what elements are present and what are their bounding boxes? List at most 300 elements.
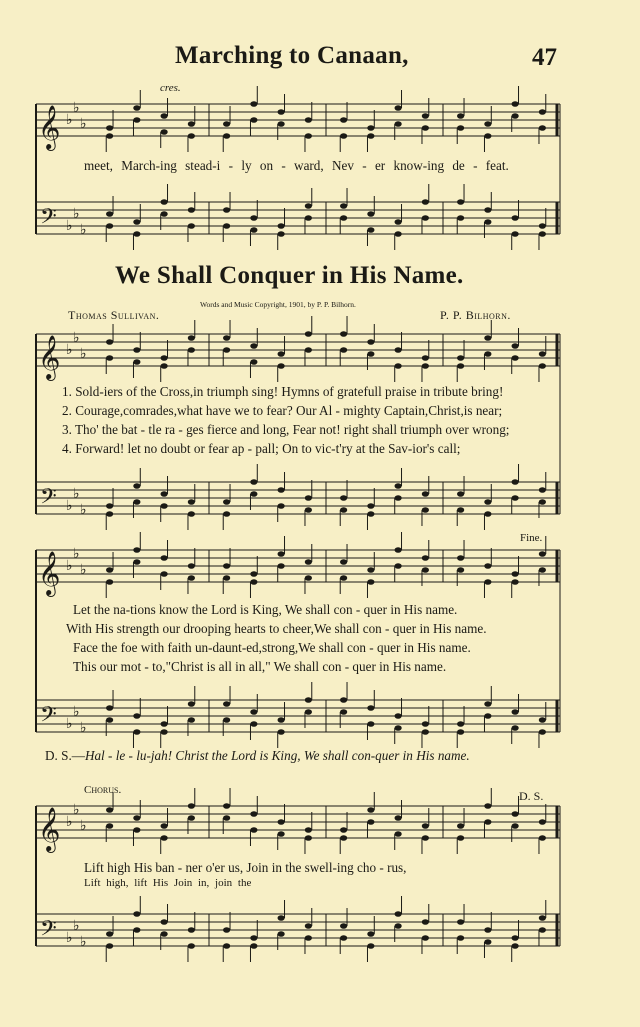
note-head <box>278 819 285 825</box>
note-head <box>367 807 374 813</box>
dynamic-marking: cres. <box>160 82 181 94</box>
note-head <box>278 717 285 723</box>
page-number: 47 <box>532 44 557 71</box>
ds-line-label: D. S.— <box>45 748 85 763</box>
note-head <box>250 479 257 485</box>
note-head <box>539 551 546 557</box>
note-head <box>305 709 312 715</box>
chorus-label: Chorus. <box>84 784 122 796</box>
note-head <box>395 105 402 111</box>
note-head <box>484 335 491 341</box>
note-head <box>422 355 429 361</box>
note-head <box>539 487 546 493</box>
note-head <box>395 483 402 489</box>
refrain-line-2: With His strength our drooping hearts to cheer,We shall con - quer in His name. <box>66 621 487 636</box>
note-head <box>395 347 402 353</box>
treble-clef: 𝄞 <box>38 105 61 149</box>
note-head <box>188 815 195 821</box>
note-head <box>223 717 230 723</box>
ds-line <box>45 748 470 764</box>
note-head <box>539 351 546 357</box>
note-head <box>305 935 312 941</box>
note-head <box>422 729 429 735</box>
note-head <box>188 511 195 517</box>
note-head <box>422 491 429 497</box>
note-head <box>457 919 464 925</box>
note-head <box>133 911 140 917</box>
note-head <box>250 721 257 727</box>
note-head <box>539 729 546 735</box>
verse-line-3: 3. Tho' the bat - tle ra - ges fierce and long, Fear not! right shall triumph over wrong; <box>62 422 510 437</box>
note-head <box>340 835 347 841</box>
note-head <box>484 939 491 945</box>
note-head <box>188 563 195 569</box>
note-head <box>188 701 195 707</box>
flat-sign: ♭ <box>73 206 80 222</box>
note-head <box>133 347 140 353</box>
note-head <box>457 567 464 573</box>
note-head <box>457 113 464 119</box>
note-head <box>539 223 546 229</box>
note-head <box>106 807 113 813</box>
note-head <box>106 133 113 139</box>
note-head <box>305 133 312 139</box>
note-head <box>367 133 374 139</box>
note-head <box>305 923 312 929</box>
flat-sign: ♭ <box>80 934 87 950</box>
note-head <box>512 215 519 221</box>
note-head <box>278 109 285 115</box>
note-head <box>161 721 168 727</box>
note-head <box>305 697 312 703</box>
flat-sign: ♭ <box>66 342 73 358</box>
note-head <box>250 935 257 941</box>
note-head <box>223 133 230 139</box>
note-head <box>133 359 140 365</box>
note-head <box>305 827 312 833</box>
note-head <box>161 113 168 119</box>
note-head <box>223 575 230 581</box>
note-head <box>340 575 347 581</box>
note-head <box>278 121 285 127</box>
note-head <box>512 479 519 485</box>
note-head <box>188 575 195 581</box>
note-head <box>512 943 519 949</box>
note-head <box>223 347 230 353</box>
note-head <box>340 697 347 703</box>
treble-clef: 𝄞 <box>38 807 61 851</box>
note-head <box>340 215 347 221</box>
note-head <box>223 563 230 569</box>
flat-sign: ♭ <box>73 100 80 116</box>
refrain-line-1: Let the na-tions know the Lord is King, We shall con - quer in His name. <box>73 602 458 617</box>
note-head <box>395 363 402 369</box>
note-head <box>457 935 464 941</box>
note-head <box>250 101 257 107</box>
note-head <box>250 491 257 497</box>
note-head <box>188 927 195 933</box>
flat-sign: ♭ <box>73 486 80 502</box>
note-head <box>106 511 113 517</box>
flat-sign: ♭ <box>73 918 80 934</box>
note-head <box>305 507 312 513</box>
note-head <box>539 363 546 369</box>
bass-clef: 𝄢 <box>40 204 57 235</box>
note-head <box>106 705 113 711</box>
note-head <box>512 709 519 715</box>
note-head <box>422 721 429 727</box>
copyright-notice: Words and Music Copyright, 1901, by P. P. Bilhorn. <box>200 300 356 309</box>
note-head <box>188 335 195 341</box>
note-head <box>106 211 113 217</box>
note-head <box>512 231 519 237</box>
note-head <box>422 919 429 925</box>
flat-sign: ♭ <box>73 704 80 720</box>
flat-sign: ♭ <box>66 814 73 830</box>
flat-sign: ♭ <box>80 346 87 362</box>
hymn-author: Thomas Sullivan. <box>68 308 160 322</box>
note-head <box>133 499 140 505</box>
note-head <box>484 121 491 127</box>
flat-sign: ♭ <box>80 818 87 834</box>
note-head <box>539 927 546 933</box>
note-head <box>457 215 464 221</box>
note-head <box>340 133 347 139</box>
note-head <box>133 559 140 565</box>
note-head <box>512 571 519 577</box>
note-head <box>278 223 285 229</box>
note-head <box>133 729 140 735</box>
note-head <box>161 491 168 497</box>
note-head <box>250 215 257 221</box>
note-head <box>367 931 374 937</box>
note-head <box>539 499 546 505</box>
note-head <box>457 491 464 497</box>
bass-clef: 𝄢 <box>40 916 57 947</box>
flat-sign: ♭ <box>80 562 87 578</box>
note-head <box>305 347 312 353</box>
note-head <box>188 803 195 809</box>
note-head <box>422 555 429 561</box>
note-head <box>539 125 546 131</box>
note-head <box>188 499 195 505</box>
note-head <box>367 351 374 357</box>
note-head <box>223 121 230 127</box>
note-head <box>367 721 374 727</box>
note-head <box>250 827 257 833</box>
bass-clef: 𝄢 <box>40 702 57 733</box>
note-head <box>133 105 140 111</box>
flat-sign: ♭ <box>73 802 80 818</box>
note-head <box>422 363 429 369</box>
flat-sign: ♭ <box>73 546 80 562</box>
note-head <box>161 363 168 369</box>
note-head <box>305 203 312 209</box>
note-head <box>367 503 374 509</box>
note-head <box>512 823 519 829</box>
note-head <box>395 831 402 837</box>
note-head <box>305 117 312 123</box>
note-head <box>305 559 312 565</box>
note-head <box>512 579 519 585</box>
note-head <box>133 483 140 489</box>
note-head <box>133 927 140 933</box>
note-head <box>250 709 257 715</box>
note-head <box>223 499 230 505</box>
note-head <box>512 113 519 119</box>
note-head <box>250 579 257 585</box>
note-head <box>457 355 464 361</box>
previous-hymn-title: Marching to Canaan, <box>175 42 409 69</box>
chorus-echo-lyric: Lift high, lift His Join in, join the <box>84 877 252 889</box>
note-head <box>278 915 285 921</box>
note-head <box>223 943 230 949</box>
note-head <box>106 943 113 949</box>
note-head <box>250 811 257 817</box>
note-head <box>340 559 347 565</box>
note-head <box>484 563 491 569</box>
note-head <box>106 339 113 345</box>
note-head <box>250 117 257 123</box>
note-head <box>223 815 230 821</box>
note-head <box>484 713 491 719</box>
note-head <box>161 919 168 925</box>
note-head <box>161 931 168 937</box>
note-head <box>457 721 464 727</box>
note-head <box>278 831 285 837</box>
note-head <box>340 117 347 123</box>
note-head <box>539 109 546 115</box>
flat-sign: ♭ <box>66 112 73 128</box>
note-head <box>395 231 402 237</box>
treble-clef: 𝄞 <box>38 335 61 379</box>
note-head <box>422 567 429 573</box>
note-head <box>539 835 546 841</box>
note-head <box>106 823 113 829</box>
note-head <box>133 713 140 719</box>
note-head <box>512 725 519 731</box>
ds-line-text: Hal - le - lu-jah! Christ the Lord is King, We shall con-quer in His name. <box>84 748 470 763</box>
hymn-title: We Shall Conquer in His Name. <box>115 262 464 289</box>
note-head <box>161 571 168 577</box>
note-head <box>395 911 402 917</box>
note-head <box>395 923 402 929</box>
note-head <box>395 713 402 719</box>
note-head <box>305 575 312 581</box>
note-head <box>484 579 491 585</box>
note-head <box>223 927 230 933</box>
note-head <box>457 199 464 205</box>
note-head <box>305 495 312 501</box>
note-head <box>133 117 140 123</box>
note-head <box>367 211 374 217</box>
note-head <box>395 547 402 553</box>
note-head <box>457 363 464 369</box>
note-head <box>539 567 546 573</box>
note-head <box>106 503 113 509</box>
flat-sign: ♭ <box>66 716 73 732</box>
note-head <box>457 823 464 829</box>
note-head <box>188 943 195 949</box>
note-head <box>278 563 285 569</box>
note-head <box>188 133 195 139</box>
note-head <box>539 819 546 825</box>
note-head <box>422 215 429 221</box>
note-head <box>161 729 168 735</box>
ds-marking: D. S. <box>519 789 544 803</box>
note-head <box>133 815 140 821</box>
note-head <box>161 199 168 205</box>
note-head <box>133 827 140 833</box>
note-head <box>422 935 429 941</box>
treble-clef: 𝄞 <box>38 551 61 595</box>
note-head <box>539 231 546 237</box>
note-head <box>188 223 195 229</box>
note-head <box>457 729 464 735</box>
note-head <box>367 705 374 711</box>
note-head <box>484 701 491 707</box>
note-head <box>133 231 140 237</box>
note-head <box>106 567 113 573</box>
note-head <box>484 927 491 933</box>
bass-clef: 𝄢 <box>40 484 57 515</box>
verse-line-1: 1. Sold-iers of the Cross,in triumph sing! Hymns of gratefull praise in tribute bring! <box>62 384 504 399</box>
note-head <box>367 339 374 345</box>
note-head <box>395 563 402 569</box>
flat-sign: ♭ <box>80 222 87 238</box>
flat-sign: ♭ <box>66 218 73 234</box>
note-head <box>422 507 429 513</box>
note-head <box>457 835 464 841</box>
note-head <box>340 827 347 833</box>
flat-sign: ♭ <box>73 330 80 346</box>
refrain-line-3: Face the foe with faith un-daunt-ed,strong,We shall con - quer in His name. <box>73 640 471 655</box>
note-head <box>395 725 402 731</box>
note-head <box>161 503 168 509</box>
note-head <box>367 579 374 585</box>
note-head <box>278 503 285 509</box>
note-head <box>188 717 195 723</box>
note-head <box>484 511 491 517</box>
note-head <box>188 121 195 127</box>
note-head <box>340 935 347 941</box>
note-head <box>484 803 491 809</box>
note-head <box>422 199 429 205</box>
note-head <box>250 571 257 577</box>
note-head <box>512 343 519 349</box>
note-head <box>422 113 429 119</box>
note-head <box>133 547 140 553</box>
note-head <box>223 335 230 341</box>
hymn-composer: P. P. Bilhorn. <box>440 308 511 322</box>
flat-sign: ♭ <box>80 720 87 736</box>
note-head <box>278 551 285 557</box>
previous-hymn-lyric: meet, March-ing stead-i - ly on - ward, Nev - er know-ing de - feat. <box>84 158 509 173</box>
note-head <box>340 507 347 513</box>
note-head <box>512 811 519 817</box>
fine-marking: Fine. <box>520 532 543 544</box>
note-head <box>395 815 402 821</box>
note-head <box>161 823 168 829</box>
note-head <box>367 943 374 949</box>
note-head <box>539 717 546 723</box>
note-head <box>188 347 195 353</box>
note-head <box>188 207 195 213</box>
note-head <box>484 499 491 505</box>
note-head <box>512 101 519 107</box>
note-head <box>457 555 464 561</box>
flat-sign: ♭ <box>80 116 87 132</box>
note-head <box>340 923 347 929</box>
note-head <box>457 507 464 513</box>
note-head <box>106 355 113 361</box>
note-head <box>278 729 285 735</box>
note-head <box>367 227 374 233</box>
note-head <box>250 943 257 949</box>
note-head <box>250 227 257 233</box>
note-head <box>161 835 168 841</box>
note-head <box>161 211 168 217</box>
note-head <box>133 219 140 225</box>
flat-sign: ♭ <box>66 558 73 574</box>
note-head <box>223 207 230 213</box>
note-head <box>484 351 491 357</box>
note-head <box>250 359 257 365</box>
note-head <box>106 125 113 131</box>
note-head <box>161 129 168 135</box>
note-head <box>367 125 374 131</box>
note-head <box>395 121 402 127</box>
note-head <box>395 495 402 501</box>
flat-sign: ♭ <box>66 498 73 514</box>
note-head <box>484 819 491 825</box>
note-head <box>457 125 464 131</box>
note-head <box>305 215 312 221</box>
note-head <box>223 803 230 809</box>
note-head <box>340 495 347 501</box>
refrain-line-4: This our mot - to,"Christ is all in all," We shall con - quer in His name. <box>73 659 447 674</box>
note-head <box>106 223 113 229</box>
note-head <box>512 935 519 941</box>
flat-sign: ♭ <box>66 930 73 946</box>
verse-line-4: 4. Forward! let no doubt or fear ap - pall; On to vic-t'ry at the Sav-ior's call; <box>62 441 461 456</box>
note-head <box>223 701 230 707</box>
note-head <box>340 709 347 715</box>
note-head <box>484 207 491 213</box>
note-head <box>367 819 374 825</box>
note-head <box>106 931 113 937</box>
chorus-lyric: Lift high His ban - ner o'er us, Join in the swell-ing cho - rus, <box>84 860 407 875</box>
note-head <box>422 835 429 841</box>
note-head <box>484 133 491 139</box>
note-head <box>278 487 285 493</box>
note-head <box>395 219 402 225</box>
note-head <box>223 511 230 517</box>
flat-sign: ♭ <box>80 502 87 518</box>
note-head <box>250 343 257 349</box>
note-head <box>278 351 285 357</box>
note-head <box>278 231 285 237</box>
note-head <box>161 555 168 561</box>
note-head <box>278 931 285 937</box>
note-head <box>484 219 491 225</box>
note-head <box>305 331 312 337</box>
note-head <box>512 355 519 361</box>
note-head <box>340 203 347 209</box>
note-head <box>422 823 429 829</box>
verse-line-2: 2. Courage,comrades,what have we to fear? Our Al - mighty Captain,Christ,is near; <box>62 403 503 418</box>
note-head <box>340 347 347 353</box>
